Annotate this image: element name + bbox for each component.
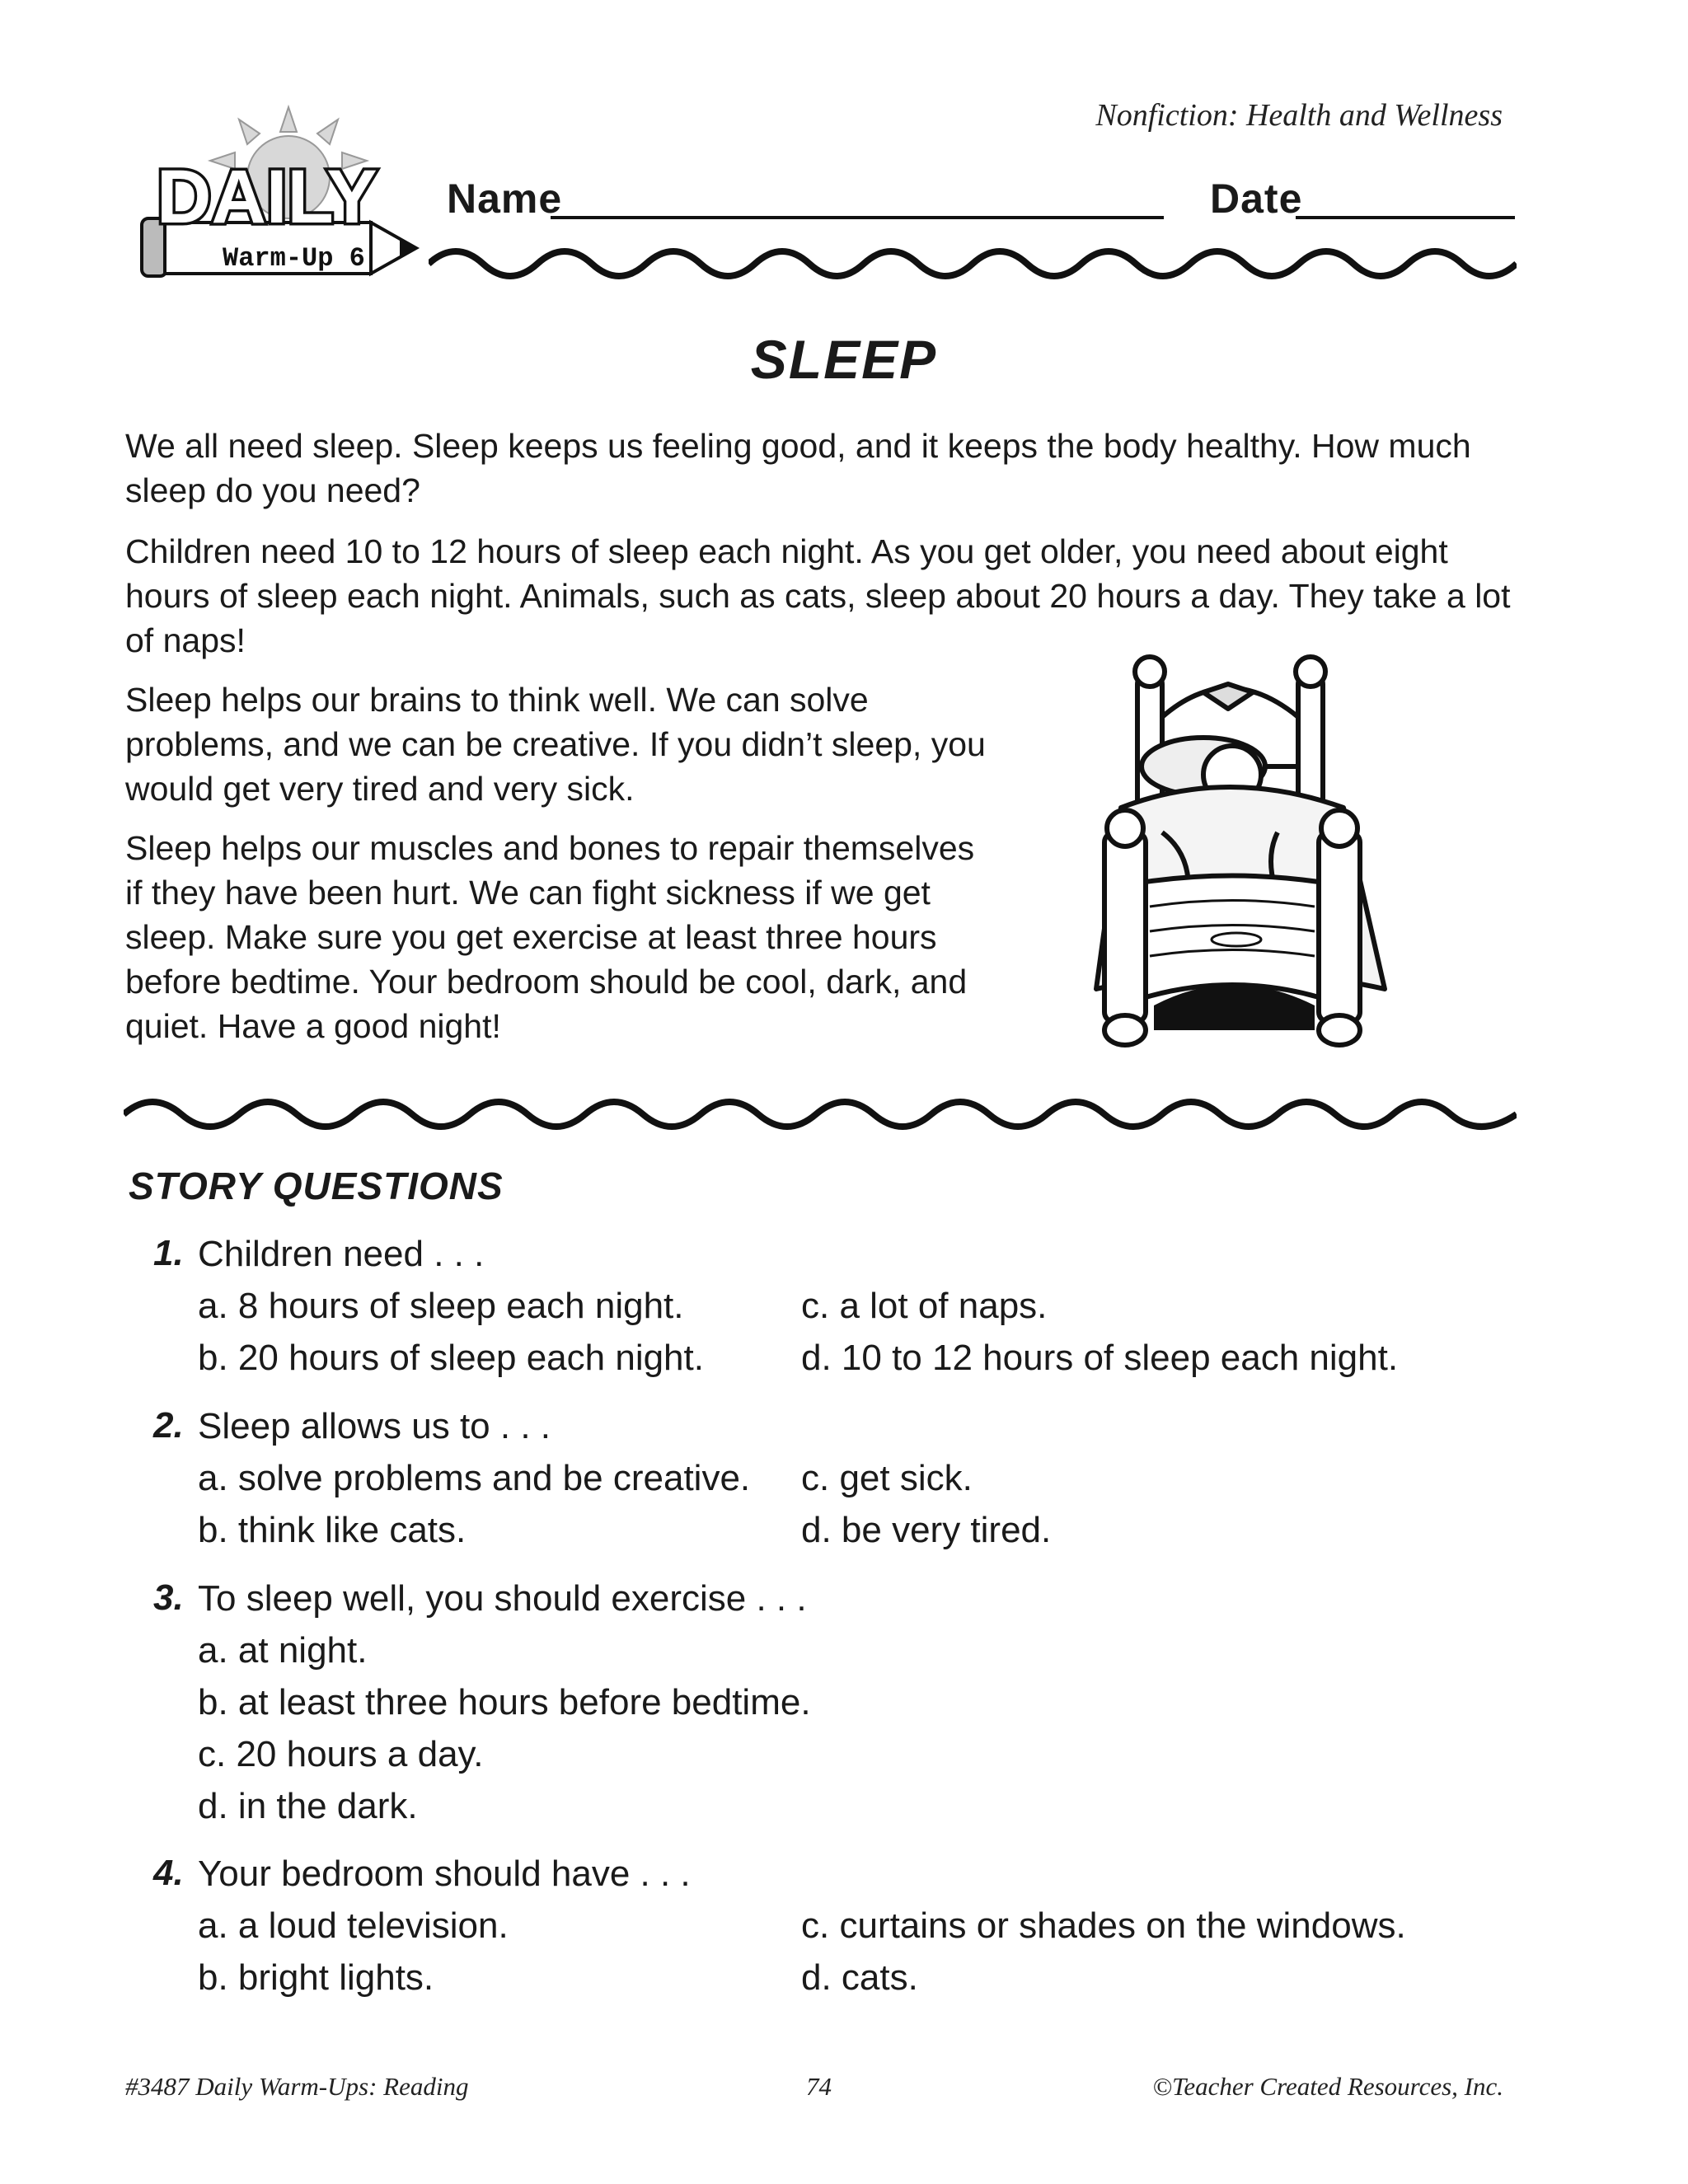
bed-illustration (1071, 643, 1418, 1055)
option-c[interactable]: c. curtains or shades on the windows. (801, 1905, 1406, 1946)
question-number: 2. (153, 1405, 184, 1446)
daily-warmup-logo (132, 99, 462, 305)
option-b[interactable]: b. 20 hours of sleep each night. (198, 1338, 704, 1378)
option-c[interactable]: c. a lot of naps. (801, 1286, 1048, 1326)
name-label: Name (447, 176, 563, 222)
footer-copyright: ©Teacher Created Resources, Inc. (1152, 2072, 1503, 2101)
wave-divider-middle (124, 1090, 1517, 1139)
question-text: To sleep well, you should exercise . . . (198, 1578, 807, 1619)
option-d[interactable]: d. in the dark. (198, 1786, 418, 1826)
question-number: 3. (153, 1577, 184, 1618)
option-b[interactable]: b. bright lights. (198, 1957, 434, 1998)
question-text: Children need . . . (198, 1234, 485, 1274)
question-text: Sleep allows us to . . . (198, 1406, 551, 1446)
questions-heading: STORY QUESTIONS (129, 1165, 504, 1207)
question-number: 1. (153, 1233, 184, 1273)
option-d[interactable]: d. be very tired. (801, 1510, 1052, 1550)
paragraph-1: We all need sleep. Sleep keeps us feeling good, and it keeps the body healthy. How much sleep do you need? (125, 427, 1471, 509)
option-a[interactable]: a. solve problems and be creative. (198, 1458, 751, 1498)
wave-divider-top (429, 239, 1517, 288)
question-number: 4. (153, 1853, 184, 1893)
logo-text: DAILY (157, 155, 377, 239)
logo-subtext: Warm-Up 6 (223, 243, 365, 274)
paragraph-4: Sleep helps our muscles and bones to repair themselves if they have been hurt. We can fight sickness if we get sleep. Make sure you get exercise at least three hours before bedtime. Your bedroom should be cool, dark, and quiet. Have a good night! (125, 829, 975, 1045)
option-d[interactable]: d. cats. (801, 1957, 918, 1998)
option-b[interactable]: b. think like cats. (198, 1510, 467, 1550)
option-b[interactable]: b. at least three hours before bedtime. (198, 1682, 811, 1722)
option-a[interactable]: a. at night. (198, 1630, 368, 1671)
paragraph-2: Children need 10 to 12 hours of sleep each night. As you get older, you need about eight hours of sleep each night. Animals, such as cats, sleep about 20 hours a day. They take a lot of naps! (125, 532, 1511, 659)
date-label: Date (1210, 176, 1303, 222)
footer-book-title: #3487 Daily Warm-Ups: Reading (125, 2072, 469, 2101)
date-field[interactable] (1296, 216, 1515, 219)
name-field[interactable] (551, 216, 1164, 219)
option-a[interactable]: a. 8 hours of sleep each night. (198, 1286, 684, 1326)
category-label: Nonfiction: Health and Wellness (1095, 98, 1503, 133)
option-a[interactable]: a. a loud television. (198, 1905, 509, 1946)
paragraph-3: Sleep helps our brains to think well. We can solve problems, and we can be creative. If you didn’t sleep, you would get very tired and very sick. (125, 681, 986, 808)
option-c[interactable]: c. 20 hours a day. (198, 1734, 484, 1774)
option-d[interactable]: d. 10 to 12 hours of sleep each night. (801, 1338, 1399, 1378)
footer-page-number: 74 (806, 2072, 832, 2101)
page-title: SLEEP (750, 329, 938, 390)
option-c[interactable]: c. get sick. (801, 1458, 973, 1498)
question-text: Your bedroom should have . . . (198, 1854, 691, 1894)
